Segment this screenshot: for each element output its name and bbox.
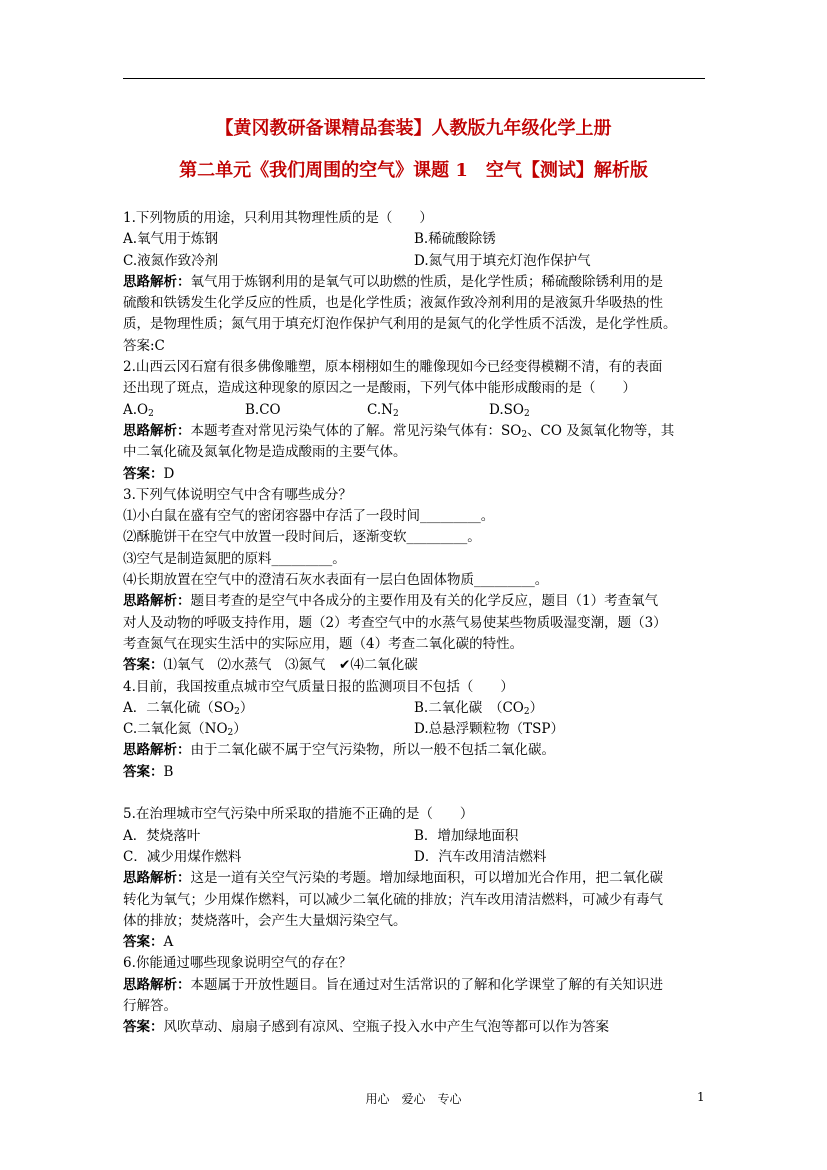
analysis-text: 、CO 及氮氧化物等，其 <box>527 422 675 439</box>
analysis-label: 思路解析： <box>123 742 191 759</box>
option-text: A．二氧化硫（SO <box>123 699 235 716</box>
answer-text: D <box>163 465 175 482</box>
analysis-text: 由于二氧化碳不属于空气污染物，所以一般不包括二氧化碳。 <box>190 742 555 759</box>
option-text: ） <box>239 699 254 716</box>
analysis-label: 思路解析： <box>123 870 191 887</box>
q2-options <box>123 400 713 421</box>
q1-analysis-line2: 硫酸和铁锈发生化学反应的性质，也是化学性质；液氮作致冷剂利用的是液氮升华吸热的性 <box>123 295 663 312</box>
answer-label: 答案： <box>123 763 164 780</box>
q4-option-b <box>414 698 543 719</box>
analysis-text: 题目考查的是空气中各成分的主要作用及有关的化学反应，题目（1）考查氧气 <box>190 593 659 610</box>
q3-sub2: ⑵酥脆饼干在空气中放置一段时间后，逐渐变软_________。 <box>123 529 481 546</box>
analysis-text: 这是一道有关空气污染的考题。增加绿地面积，可以增加光合作用，把二氧化碳 <box>190 870 663 887</box>
option-text: B.二氧化碳 （CO <box>414 699 524 716</box>
q5-analysis-line2: 转化为氧气；少用煤作燃料，可以减少二氧化硫的排放；汽车改用清洁燃料，可减少有毒气 <box>123 891 663 908</box>
q3-analysis <box>123 591 713 612</box>
q4-option-c <box>123 719 414 740</box>
q1-option-b: B.稀硫酸除锈 <box>414 231 496 248</box>
q1-answer: 答案:C <box>123 337 165 354</box>
answer-label: 答案： <box>123 1019 164 1036</box>
blank-line <box>123 783 713 804</box>
subscript: 2 <box>227 728 234 739</box>
option-text: D.SO <box>489 401 524 418</box>
q4-option-d: D.总悬浮颗粒物（TSP） <box>414 721 564 738</box>
q5-options-row1 <box>123 826 713 847</box>
q1-options-row1 <box>123 229 713 250</box>
q1-options-row2 <box>123 251 713 272</box>
q4-option-a <box>123 698 414 719</box>
q5-analysis <box>123 868 713 889</box>
subscript: 2 <box>148 408 154 419</box>
analysis-text: 本题考查对常见污染气体的了解。常见污染气体有：SO <box>190 422 522 439</box>
q5-stem: 5.在治理城市空气污染中所采取的措施不正确的是（ ） <box>123 806 474 823</box>
q4-options-row2 <box>123 719 713 740</box>
document-title: 【黄冈教研备课精品套装】人教版九年级化学上册 <box>215 118 612 139</box>
q5-option-c: C．减少用煤作燃料 <box>123 848 242 865</box>
answer-text: 风吹草动、扇扇子感到有凉风、空瓶子投入水中产生气泡等都可以作为答案 <box>163 1019 609 1036</box>
option-text: C.二氧化氮（NO <box>123 721 228 738</box>
q5-option-b: B．增加绿地面积 <box>414 827 519 844</box>
q3-sub4: ⑷长期放置在空气中的澄清石灰水表面有一层白色固体物质_________。 <box>123 572 549 589</box>
subscript: 2 <box>521 429 528 440</box>
page-number: 1 <box>697 1090 705 1104</box>
q3-analysis-line2: 对人及动物的呼吸支持作用，题（2）考查空气中的水蒸气易使某些物质吸湿变潮，题（3） <box>123 614 667 631</box>
document-subtitle: 第二单元《我们周围的空气》课题 1 空气【测试】解析版 <box>179 160 648 181</box>
q2-option-c <box>367 400 489 421</box>
q5-options-row2 <box>123 847 713 868</box>
q3-sub1: ⑴小白鼠在盛有空气的密闭容器中存活了一段时间_________。 <box>123 508 495 525</box>
q1-analysis-line3: 质，是物理性质；氮气用于填充灯泡作保护气利用的是氮气的化学性质不活泼，是化学性质。 <box>123 316 677 333</box>
q2-stem-line2: 还出现了斑点，造成这种现象的原因之一是酸雨，下列气体中能形成酸雨的是（ ） <box>123 380 636 397</box>
answer-text: B <box>163 763 174 780</box>
q1-option-c: C.液氮作致冷剂 <box>123 252 219 269</box>
option-text: A.O <box>123 401 149 418</box>
q6-analysis-line2: 行解答。 <box>123 997 177 1014</box>
subscript: 2 <box>523 408 530 419</box>
q3-analysis-line3: 考查氮气在现实生活中的实际应用，题（4）考查二氧化碳的特性。 <box>123 635 524 652</box>
answer-text: ⑴氧气 ⑵水蒸气 ⑶氮气 <box>163 657 339 674</box>
answer-text: A <box>163 934 174 951</box>
analysis-text: 氧气用于炼钢利用的是氧气可以助燃的性质，是化学性质；稀硫酸除锈利用的是 <box>190 273 663 290</box>
analysis-text: 本题属于开放性题目。旨在通过对生活常识的了解和化学课堂了解的有关知识进 <box>190 976 663 993</box>
footer-motto: 用心 爱心 专心 <box>365 1092 462 1106</box>
q4-answer <box>123 762 713 783</box>
answer-text: ⑷二氧化碳 <box>350 657 418 674</box>
analysis-label: 思路解析： <box>123 976 191 993</box>
q2-option-d <box>489 400 611 421</box>
q2-analysis <box>123 421 713 442</box>
q2-answer <box>123 464 713 485</box>
q3-sub3: ⑶空气是制造氮肥的原料_________。 <box>123 550 346 567</box>
q5-analysis-line3: 体的排放；焚烧落叶，会产生大量烟污染空气。 <box>123 912 407 929</box>
q1-option-a: A.氧气用于炼钢 <box>123 231 219 248</box>
analysis-label: 思路解析： <box>123 273 191 290</box>
q6-stem: 6.你能通过哪些现象说明空气的存在？ <box>123 955 352 972</box>
checkmark-icon: ✔ <box>339 657 351 674</box>
option-text: ） <box>529 699 544 716</box>
q5-answer <box>123 932 713 953</box>
q3-stem: 3.下列气体说明空气中含有哪些成分？ <box>123 486 352 503</box>
answer-label: 答案： <box>123 934 164 951</box>
q6-answer <box>123 1017 713 1038</box>
question-content <box>123 208 713 1039</box>
q2-analysis-line2: 中二氧化硫及氮氧化物是造成酸雨的主要气体。 <box>123 444 407 461</box>
q3-answer <box>123 655 713 676</box>
subscript: 2 <box>523 706 530 717</box>
q4-stem: 4.目前，我国按重点城市空气质量日报的监测项目不包括（ ） <box>123 678 514 695</box>
q2-stem: 2.山西云冈石窟有很多佛像雕塑，原本栩栩如生的雕像现如今已经变得模糊不清，有的表面 <box>123 359 663 376</box>
subscript: 2 <box>392 408 399 419</box>
q1-stem: 1.下列物质的用途，只利用其物理性质的是（ ） <box>123 210 433 226</box>
analysis-label: 思路解析： <box>123 422 191 439</box>
q4-options-row1 <box>123 698 713 719</box>
option-text: C.N <box>367 401 393 418</box>
option-text: ） <box>233 721 247 738</box>
q2-option-a <box>123 400 245 421</box>
q2-option-b: B.CO <box>245 401 281 418</box>
q5-option-d: D．汽车改用清洁燃料 <box>414 848 547 865</box>
q5-option-a: A．焚烧落叶 <box>123 827 201 844</box>
answer-label: 答案： <box>123 465 164 482</box>
analysis-label: 思路解析： <box>123 593 191 610</box>
header-rule <box>123 78 705 79</box>
q1-option-d: D.氮气用于填充灯泡作保护气 <box>414 252 591 269</box>
q4-analysis <box>123 740 713 761</box>
q1-analysis <box>123 272 713 293</box>
subscript: 2 <box>234 706 240 717</box>
q6-analysis <box>123 975 713 996</box>
answer-label: 答案： <box>123 657 164 674</box>
